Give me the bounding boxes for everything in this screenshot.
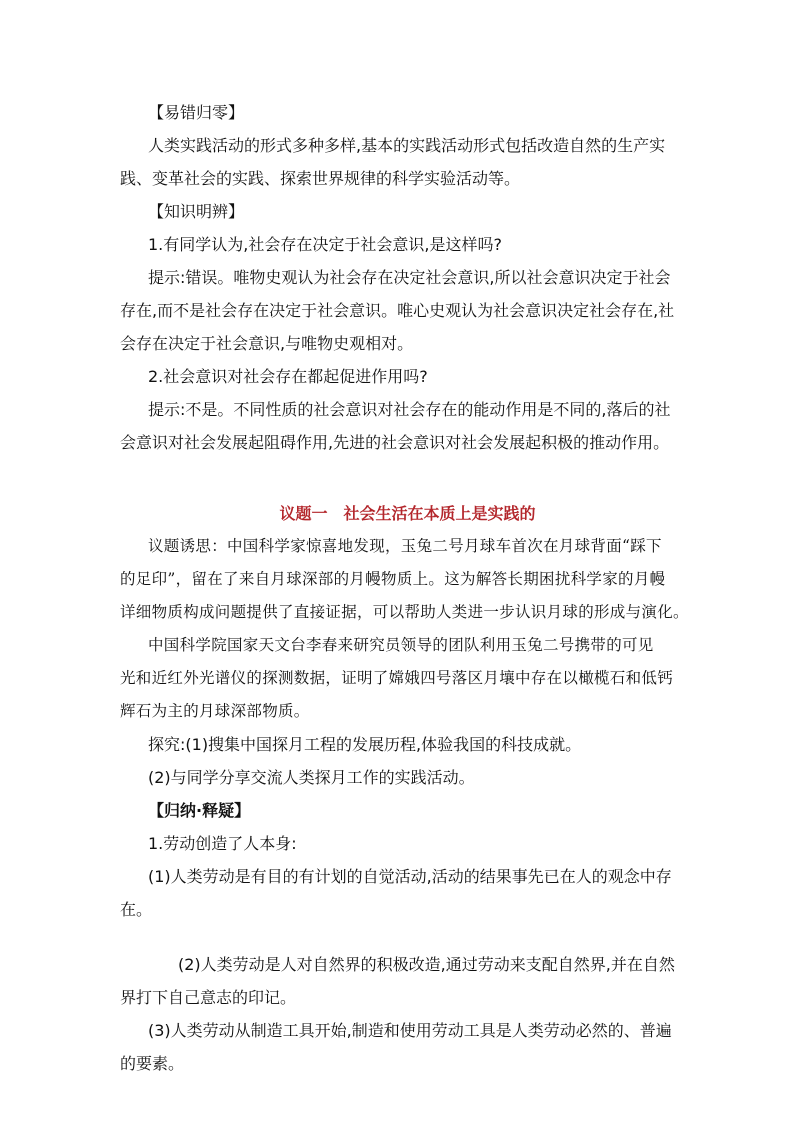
summary-subpoint-line: 的要素。 <box>120 1054 185 1073</box>
error-text-line: 践、变革社会的实践、探索世界规律的科学实验活动等。 <box>120 169 521 188</box>
document-content <box>120 96 689 1080</box>
summary-subpoint-line: 界打下自己意志的印记。 <box>120 988 297 1007</box>
answer-2-line: 提示:不是。不同性质的社会意识对社会存在的能动作用是不同的,落后的社 <box>148 400 671 419</box>
answer-1-line: 存在,而不是社会存在决定于社会意识。唯心史观认为社会意识决定社会存在,社 <box>120 301 675 320</box>
topic-intro-line: 详细物质构成问题提供了直接证据，可以帮助人类进一步认识月球的形成与演化。 <box>120 603 689 621</box>
summary-section-title: 【归纳·释疑】 <box>148 801 251 820</box>
topic-intro-line: 的足印”，留在了来自月球深部的月幔物质上。这为解答长期困扰科学家的月幔 <box>120 570 666 588</box>
summary-subpoint-line: (3)人类劳动从制造工具开始,制造和使用劳动工具是人类劳动必然的、普遍 <box>148 1021 672 1040</box>
topic-intro-line: 光和近红外光谱仪的探测数据，证明了嫦娥四号落区月壤中存在以橄榄石和低钙 <box>120 669 674 687</box>
knowledge-section-title: 【知识明辨】 <box>148 202 245 221</box>
error-text-line: 人类实践活动的形式多种多样,基本的实践活动形式包括改造自然的生产实 <box>148 136 666 155</box>
question-1: 1.有同学认为,社会存在决定于社会意识,是这样吗? <box>148 235 502 254</box>
summary-subpoint-line: (2)人类劳动是人对自然界的积极改造,通过劳动来支配自然界,并在自然 <box>178 955 675 974</box>
explore-line: 探究:(1)搜集中国探月工程的发展历程,体验我国的科技成就。 <box>148 735 582 754</box>
question-2: 2.社会意识对社会存在都起促进作用吗? <box>148 367 428 386</box>
answer-1-line: 提示:错误。唯物史观认为社会存在决定社会意识,所以社会意识决定于社会 <box>148 268 671 287</box>
topic-title: 议题一 社会生活在本质上是实践的 <box>279 504 536 523</box>
topic-intro-line: 中国科学院国家天文台李春来研究员领导的团队利用玉兔二号携带的可见 <box>148 636 654 654</box>
answer-2-line: 会意识对社会发展起阻碍作用,先进的社会意识对社会发展起积极的推动作用。 <box>120 433 670 452</box>
explore-line: (2)与同学分享交流人类探月工作的实践活动。 <box>148 768 475 787</box>
summary-point-1: 1.劳动创造了人本身: <box>148 834 297 853</box>
topic-intro-line: 议题诱思：中国科学家惊喜地发现，玉兔二号月球车首次在月球背面“踩下 <box>148 537 662 555</box>
answer-1-line: 会存在决定于社会意识,与唯物史观相对。 <box>120 334 414 353</box>
summary-subpoint-line: (1)人类劳动是有目的有计划的自觉活动,活动的结果事先已在人的观念中存 <box>148 867 672 886</box>
error-section-title: 【易错归零】 <box>148 103 245 122</box>
summary-subpoint-line: 在。 <box>120 900 153 919</box>
topic-intro-line: 辉石为主的月球深部物质。 <box>120 702 310 720</box>
